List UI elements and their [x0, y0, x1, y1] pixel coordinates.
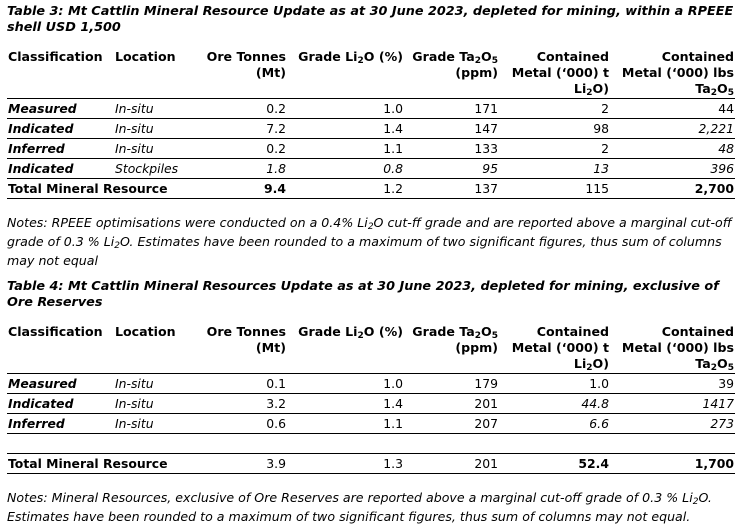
cell-contained-li: 115: [499, 179, 610, 199]
cell-grade-ta: 201: [404, 454, 499, 474]
cell-contained-ta: 44: [610, 99, 735, 119]
cell-grade-ta: 95: [404, 159, 499, 179]
cell-contained-ta: 1,700: [610, 454, 735, 474]
table4-header-row: [7, 324, 735, 374]
cell-location: In-situ: [114, 374, 194, 394]
table-row: [7, 414, 735, 434]
table-row: [7, 394, 735, 414]
cell-contained-ta: 2,700: [610, 179, 735, 199]
col-grade-ta2o5: Grade $Ta_2O_5$ (ppm): [404, 324, 499, 374]
col-classification: Classification: [7, 324, 114, 374]
cell-tonnes: 9.4: [194, 179, 287, 199]
col-contained-ta2o5: Contained Metal (‘000) lbs $Ta_2O_5$: [610, 324, 735, 374]
col-classification: Classification: [7, 49, 114, 99]
cell-contained-li: 98: [499, 119, 610, 139]
cell-grade-li: 1.0: [287, 374, 404, 394]
document-page: [7, 4, 735, 526]
col-grade-ta2o5: Grade $Ta_2O_5$ (ppm): [404, 49, 499, 99]
cell-grade-li: 1.1: [287, 414, 404, 434]
col-location: Location: [114, 324, 194, 374]
cell-location: In-situ: [114, 414, 194, 434]
cell-tonnes: 1.8: [194, 159, 287, 179]
col-grade-li2o: Grade $Li_2O$ (%): [287, 49, 404, 99]
cell-contained-li: 2: [499, 139, 610, 159]
cell-tonnes: 0.1: [194, 374, 287, 394]
table4-note: Notes: Mineral Resources, exclusive of Ore Reserves are reported above a marginal cut-off grade of 0.3 % $Li_2O$. Estimates have been rounded to a maximum of two significant figures, thus sum of columns may not equal.: [7, 490, 712, 524]
cell-location: In-situ: [114, 99, 194, 119]
cell-tonnes: 3.2: [194, 394, 287, 414]
cell-grade-li: 1.4: [287, 119, 404, 139]
cell-contained-li: 13: [499, 159, 610, 179]
table3-header-row: [7, 49, 735, 99]
col-grade-li2o: Grade $Li_2O$ (%): [287, 324, 404, 374]
col-ore-tonnes: Ore Tonnes (Mt): [194, 49, 287, 99]
cell-grade-ta: 207: [404, 414, 499, 434]
cell-grade-ta: 133: [404, 139, 499, 159]
cell-total-label: Total Mineral Resource: [7, 179, 194, 199]
cell-grade-ta: 179: [404, 374, 499, 394]
table3: [7, 49, 735, 199]
cell-grade-li: 1.0: [287, 99, 404, 119]
col-contained-ta2o5: Contained Metal (‘000) lbs $Ta_2O_5$: [610, 49, 735, 99]
cell-contained-ta: 396: [610, 159, 735, 179]
cell-classification: Measured: [7, 99, 114, 119]
cell-classification: Indicated: [7, 394, 114, 414]
table4-caption: Table 4: Mt Cattlin Mineral Resources Update as at 30 June 2023, depleted for mining, exclusive of Ore Reserves: [7, 279, 719, 310]
cell-grade-li: 1.2: [287, 179, 404, 199]
cell-location: In-situ: [114, 119, 194, 139]
cell-contained-ta: 39: [610, 374, 735, 394]
cell-classification: Measured: [7, 374, 114, 394]
cell-grade-ta: 137: [404, 179, 499, 199]
cell-classification: Indicated: [7, 119, 114, 139]
cell-tonnes: 0.2: [194, 99, 287, 119]
cell-contained-li: 44.8: [499, 394, 610, 414]
cell-grade-ta: 201: [404, 394, 499, 414]
cell-contained-li: 6.6: [499, 414, 610, 434]
cell-contained-ta: 1417: [610, 394, 735, 414]
table-total-row: [7, 179, 735, 199]
cell-classification: Inferred: [7, 139, 114, 159]
cell-contained-li: 2: [499, 99, 610, 119]
cell-contained-ta: 48: [610, 139, 735, 159]
cell-classification: Indicated: [7, 159, 114, 179]
cell-grade-li: 1.3: [287, 454, 404, 474]
cell-contained-ta: 2,221: [610, 119, 735, 139]
cell-tonnes: 7.2: [194, 119, 287, 139]
table-row: [7, 159, 735, 179]
col-location: Location: [114, 49, 194, 99]
cell-contained-li: 52.4: [499, 454, 610, 474]
table-total-row: [7, 454, 735, 474]
cell-location: In-situ: [114, 139, 194, 159]
col-ore-tonnes: Ore Tonnes (Mt): [194, 324, 287, 374]
cell-tonnes: 3.9: [194, 454, 287, 474]
table-row: [7, 139, 735, 159]
cell-grade-ta: 147: [404, 119, 499, 139]
cell-total-label: Total Mineral Resource: [7, 454, 194, 474]
cell-location: Stockpiles: [114, 159, 194, 179]
cell-grade-li: 1.1: [287, 139, 404, 159]
table-row: [7, 374, 735, 394]
table-row: [7, 99, 735, 119]
cell-grade-li: 1.4: [287, 394, 404, 414]
spacer-cell: [7, 434, 735, 454]
cell-grade-li: 0.8: [287, 159, 404, 179]
cell-location: In-situ: [114, 394, 194, 414]
col-contained-li2o: Contained Metal (‘000) t $Li_2O$): [499, 324, 610, 374]
table-spacer-row: [7, 434, 735, 454]
cell-contained-li: 1.0: [499, 374, 610, 394]
table3-note: Notes: RPEEE optimisations were conducted on a 0.4% $Li_2O$ cut-ff grade and are reported above a marginal cut-off grade of 0.3 % $Li_2O$. Estimates have been rounded to a maximum of two significant figures, thus sum of columns may not equal: [7, 215, 732, 268]
table4: [7, 324, 735, 474]
cell-classification: Inferred: [7, 414, 114, 434]
col-contained-li2o: Contained Metal (‘000) t $Li_2O$): [499, 49, 610, 99]
table3-caption: Table 3: Mt Cattlin Mineral Resource Update as at 30 June 2023, depleted for mining, within a RPEEE shell USD 1,500: [7, 4, 734, 35]
cell-tonnes: 0.2: [194, 139, 287, 159]
cell-grade-ta: 171: [404, 99, 499, 119]
cell-contained-ta: 273: [610, 414, 735, 434]
cell-tonnes: 0.6: [194, 414, 287, 434]
table-row: [7, 119, 735, 139]
